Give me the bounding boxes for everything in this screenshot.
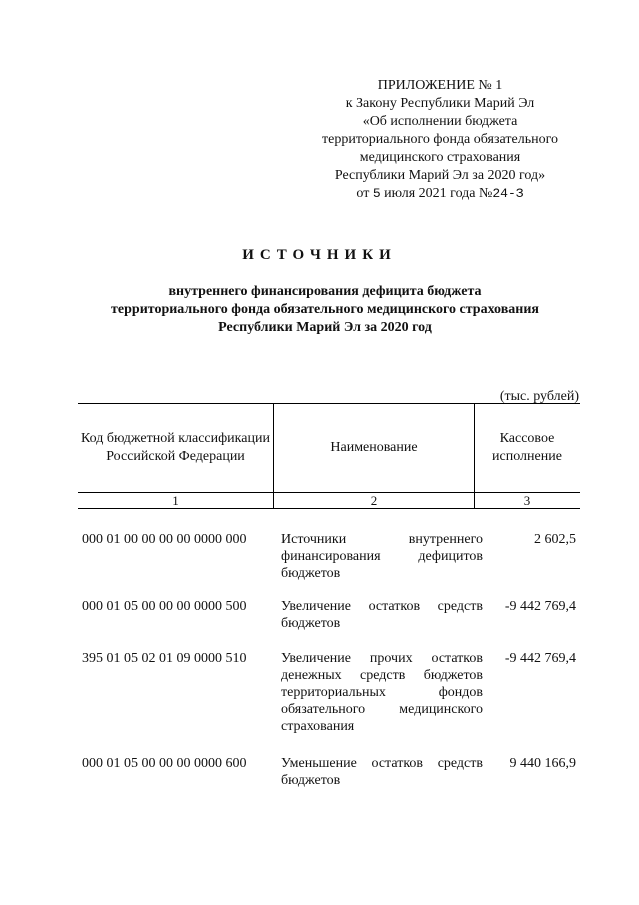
row-name: Увеличение остатков средств бюджетов bbox=[281, 599, 483, 631]
appendix-law-title-line4: Республики Марий Эл за 2020 год» bbox=[334, 168, 546, 183]
appendix-block bbox=[300, 77, 580, 203]
appendix-law-title-line1: «Об исполнении бюджета bbox=[362, 114, 518, 129]
column-name bbox=[273, 404, 475, 508]
column-number-2: 2 bbox=[274, 492, 474, 509]
subtitle-line-3: Республики Марий Эл за 2020 год bbox=[218, 320, 432, 335]
header-amount: Кассовое исполнение bbox=[492, 431, 562, 464]
table-header bbox=[78, 403, 580, 509]
row-code: 000 01 05 00 00 00 0000 600 bbox=[82, 756, 247, 771]
appendix-law-reference: к Закону Республики Марий Эл bbox=[345, 96, 535, 111]
column-amount bbox=[474, 404, 580, 508]
column-code bbox=[78, 404, 273, 508]
date-prefix: от bbox=[356, 186, 370, 201]
appendix-law-title-line2: территориального фонда обязательного bbox=[322, 132, 558, 147]
row-amount: -9 442 769,4 bbox=[504, 599, 576, 614]
row-code: 000 01 05 00 00 00 0000 500 bbox=[82, 599, 247, 614]
date-day: 5 bbox=[372, 186, 381, 201]
column-number-3: 3 bbox=[474, 492, 580, 509]
appendix-heading: ПРИЛОЖЕНИЕ № 1 bbox=[377, 78, 503, 93]
date-rest: июля 2021 года № bbox=[384, 186, 493, 201]
column-number-1: 1 bbox=[78, 492, 273, 509]
appendix-law-title-line3: медицинского страхования bbox=[359, 150, 521, 165]
header-name: Наименование bbox=[330, 440, 418, 455]
row-code: 000 01 00 00 00 00 0000 000 bbox=[82, 532, 247, 547]
row-amount: -9 442 769,4 bbox=[504, 651, 576, 666]
appendix-date-line bbox=[300, 185, 580, 203]
units-label: (тыс. рублей) bbox=[499, 389, 579, 404]
row-amount: 2 602,5 bbox=[534, 532, 576, 547]
row-name: Источники внутреннего финансирования дефицитов бюджетов bbox=[281, 532, 483, 581]
subtitle-line-2: территориального фонда обязательного медицинского страхования bbox=[111, 302, 539, 317]
document-title: ИСТОЧНИКИ bbox=[242, 247, 397, 263]
row-code: 395 01 05 02 01 09 0000 510 bbox=[82, 651, 247, 666]
law-number: 24-З bbox=[492, 186, 524, 201]
row-amount: 9 440 166,9 bbox=[509, 756, 576, 771]
header-code: Код бюджетной классификации Российской Федерации bbox=[81, 431, 270, 464]
subtitle-line-1: внутреннего финансирования дефицита бюджета bbox=[168, 284, 482, 299]
document-subtitle bbox=[60, 283, 590, 337]
row-name: Увеличение прочих остатков денежных средств бюджетов территориальных фондов обязательного медицинского страхования bbox=[281, 651, 483, 734]
row-name: Уменьшение остатков средств бюджетов bbox=[281, 756, 483, 788]
